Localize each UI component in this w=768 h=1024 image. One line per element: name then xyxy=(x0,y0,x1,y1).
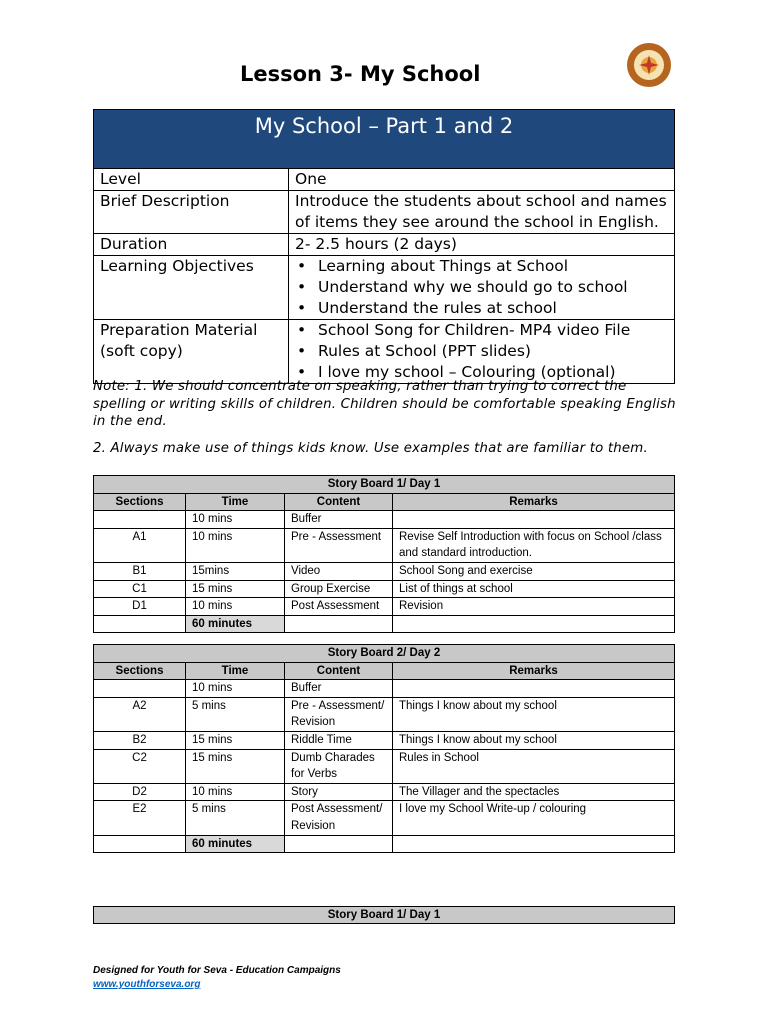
remarks-cell: Things I know about my school xyxy=(393,731,675,749)
section-cell: D1 xyxy=(94,598,186,616)
remarks-cell xyxy=(393,511,675,529)
remarks-header: Remarks xyxy=(393,493,675,511)
content-cell: Group Exercise xyxy=(285,580,393,598)
content-cell: Video xyxy=(285,562,393,580)
remarks-cell: Things I know about my school xyxy=(393,697,675,731)
time-cell: 15mins xyxy=(186,562,285,580)
level-value: One xyxy=(289,169,675,191)
remarks-cell: Revision xyxy=(393,598,675,616)
level-label: Level xyxy=(94,169,289,191)
time-header: Time xyxy=(186,493,285,511)
note-1: Note: 1. We should concentrate on speaking, rather than trying to correct the spelling or writing skills of children. Children should be comfortable speaking English in the end. xyxy=(93,379,676,429)
summary-banner: My School – Part 1 and 2 xyxy=(94,110,675,169)
content-cell: Story xyxy=(285,783,393,801)
section-cell xyxy=(94,511,186,529)
section-cell xyxy=(94,835,186,853)
brief-description-label: Brief Description xyxy=(94,191,289,234)
learning-objectives-list xyxy=(289,256,675,320)
preparation-material-label xyxy=(94,320,289,384)
storyboard-caption: Story Board 2/ Day 2 xyxy=(94,645,675,663)
remarks-cell: School Song and exercise xyxy=(393,562,675,580)
section-cell: A2 xyxy=(94,697,186,731)
time-cell: 10 mins xyxy=(186,511,285,529)
table-row xyxy=(94,749,675,783)
section-cell: D2 xyxy=(94,783,186,801)
time-cell: 10 mins xyxy=(186,598,285,616)
youth-for-seva-logo xyxy=(626,42,672,88)
section-cell: A1 xyxy=(94,528,186,562)
storyboard-day1-table xyxy=(93,475,675,633)
remarks-cell: I love my School Write-up / colouring xyxy=(393,801,675,835)
prep-label-line1: Preparation Material xyxy=(100,321,258,339)
brief-description-value: Introduce the students about school and names of items they see around the school in English. xyxy=(289,191,675,234)
table-row xyxy=(94,562,675,580)
duration-label: Duration xyxy=(94,234,289,256)
objective-item: • Learning about Things at School xyxy=(295,256,668,277)
total-row xyxy=(94,835,675,853)
prep-label-line2: (soft copy) xyxy=(100,342,183,360)
content-cell xyxy=(285,615,393,633)
table-row xyxy=(94,680,675,698)
page-title: Lesson 3- My School xyxy=(240,62,481,86)
time-cell: 15 mins xyxy=(186,580,285,598)
footer xyxy=(93,964,341,992)
objective-item: • Understand the rules at school xyxy=(295,298,668,319)
storyboard-day2-table xyxy=(93,644,675,853)
section-cell xyxy=(94,615,186,633)
time-cell: 15 mins xyxy=(186,749,285,783)
section-cell: C1 xyxy=(94,580,186,598)
prep-item: • I love my school – Colouring (optional) xyxy=(295,362,668,383)
duration-value: 2- 2.5 hours (2 days) xyxy=(289,234,675,256)
table-row xyxy=(94,783,675,801)
remarks-cell xyxy=(393,835,675,853)
remarks-cell: Revise Self Introduction with focus on School /class and standard introduction. xyxy=(393,528,675,562)
learning-objectives-label: Learning Objectives xyxy=(94,256,289,320)
table-row xyxy=(94,731,675,749)
time-cell: 10 mins xyxy=(186,783,285,801)
content-cell xyxy=(285,835,393,853)
storyboard-caption: Story Board 1/ Day 1 xyxy=(94,476,675,494)
sections-header: Sections xyxy=(94,662,186,680)
time-header: Time xyxy=(186,662,285,680)
section-cell: C2 xyxy=(94,749,186,783)
sections-header: Sections xyxy=(94,493,186,511)
table-row xyxy=(94,598,675,616)
table-row xyxy=(94,528,675,562)
time-cell: 5 mins xyxy=(186,801,285,835)
time-cell: 5 mins xyxy=(186,697,285,731)
remarks-cell xyxy=(393,615,675,633)
content-cell: Buffer xyxy=(285,511,393,529)
table-row xyxy=(94,511,675,529)
content-cell: Dumb Charades for Verbs xyxy=(285,749,393,783)
total-row xyxy=(94,615,675,633)
content-cell: Post Assessment/ Revision xyxy=(285,801,393,835)
website-link[interactable]: www.youthforseva.org xyxy=(93,979,201,990)
content-cell: Post Assessment xyxy=(285,598,393,616)
storyboard-caption: Story Board 1/ Day 1 xyxy=(93,906,675,924)
footer-credit: Designed for Youth for Seva - Education Campaigns xyxy=(93,965,341,976)
preparation-material-list xyxy=(289,320,675,384)
remarks-cell: List of things at school xyxy=(393,580,675,598)
time-cell: 10 mins xyxy=(186,528,285,562)
remarks-cell: The Villager and the spectacles xyxy=(393,783,675,801)
table-row xyxy=(94,697,675,731)
table-row xyxy=(94,580,675,598)
objective-item: • Understand why we should go to school xyxy=(295,277,668,298)
total-time-cell: 60 minutes xyxy=(186,615,285,633)
remarks-header: Remarks xyxy=(393,662,675,680)
content-cell: Riddle Time xyxy=(285,731,393,749)
prep-item: • School Song for Children- MP4 video File xyxy=(295,320,668,341)
remarks-cell xyxy=(393,680,675,698)
section-cell: B1 xyxy=(94,562,186,580)
prep-item: • Rules at School (PPT slides) xyxy=(295,341,668,362)
time-cell: 10 mins xyxy=(186,680,285,698)
total-time-cell: 60 minutes xyxy=(186,835,285,853)
time-cell: 15 mins xyxy=(186,731,285,749)
content-cell: Pre - Assessment xyxy=(285,528,393,562)
note-2: 2. Always make use of things kids know. Use examples that are familiar to them. xyxy=(93,441,648,456)
lesson-summary-table xyxy=(93,109,675,384)
content-header: Content xyxy=(285,662,393,680)
section-cell xyxy=(94,680,186,698)
content-header: Content xyxy=(285,493,393,511)
section-cell: B2 xyxy=(94,731,186,749)
section-cell: E2 xyxy=(94,801,186,835)
content-cell: Pre - Assessment/ Revision xyxy=(285,697,393,731)
remarks-cell: Rules in School xyxy=(393,749,675,783)
table-row xyxy=(94,801,675,835)
content-cell: Buffer xyxy=(285,680,393,698)
